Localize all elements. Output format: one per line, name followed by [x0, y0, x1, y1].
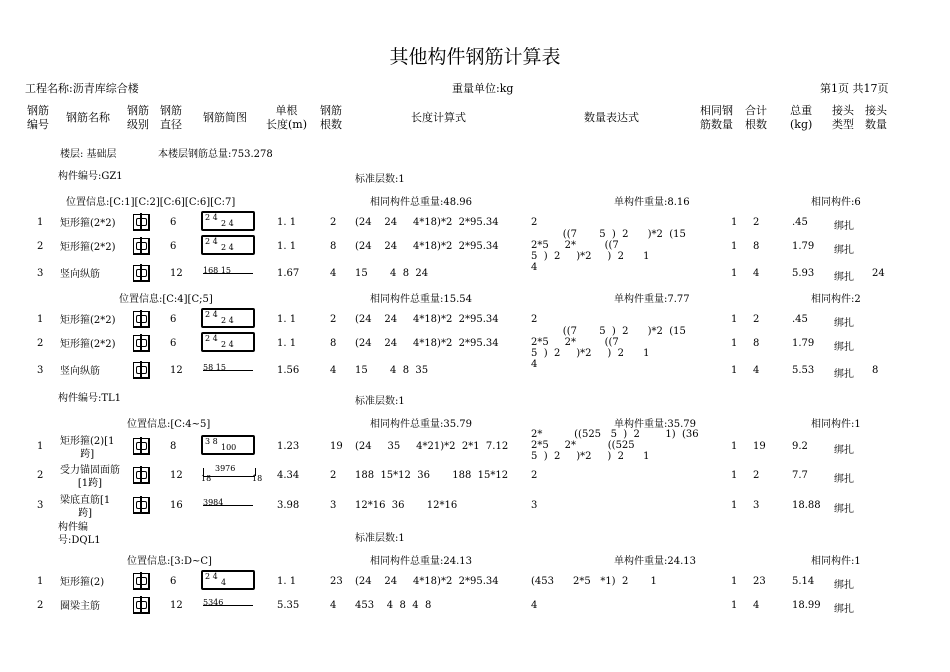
length-formula: (24 24 4*18)*2 2*95.34	[355, 338, 499, 349]
rebar-count: 2	[330, 217, 337, 228]
total-weight: .45	[792, 217, 808, 228]
length-formula: (24 35 4*21)*2 2*1 7.12	[355, 441, 509, 452]
position-info: 位置信息:[3:D~C]	[127, 556, 212, 567]
length-formula: (24 24 4*18)*2 2*95.34	[355, 314, 499, 325]
unit-length: 1. 1	[277, 338, 297, 349]
rebar-count: 2	[330, 470, 337, 481]
rebar-name: 矩形箍(2)	[60, 577, 105, 588]
quantity-expression: 2	[531, 314, 538, 325]
length-formula: 453 4 8 4 8	[355, 600, 432, 611]
project-name: 工程名称:沥青库综合楼	[25, 82, 139, 95]
position-info: 位置信息:[C:4~5]	[127, 419, 211, 430]
same-component-count: 相同构件:6	[811, 197, 861, 208]
stirrup-dim-a: 2 4	[205, 237, 218, 246]
rebar-grade-icon	[133, 214, 150, 231]
stirrup-sketch	[201, 435, 255, 455]
rebar-number: 3	[37, 268, 44, 279]
stirrup-dim-a: 2 4	[205, 213, 218, 222]
rebar-count: 4	[330, 268, 337, 279]
rebar-diameter: 6	[170, 217, 177, 228]
stirrup-dim-a: 2 4	[205, 334, 218, 343]
rebar-diameter: 12	[170, 470, 183, 481]
same-rebar-count: 1	[731, 470, 738, 481]
component-code: 构件编 号:DQL1	[58, 522, 101, 546]
rebar-count: 19	[330, 441, 343, 452]
standard-floor-count: 标准层数:1	[355, 533, 405, 544]
rebar-grade-icon	[133, 311, 150, 328]
rebar-diameter: 16	[170, 500, 183, 511]
standard-floor-count: 标准层数:1	[355, 396, 405, 407]
length-formula: (24 24 4*18)*2 2*95.34	[355, 576, 499, 587]
hook-length-right: 18	[252, 474, 263, 483]
joint-type: 绑扎	[834, 221, 854, 232]
header-rebar-name: 钢筋名称	[66, 111, 110, 124]
quantity-expression: 2	[531, 470, 538, 481]
header-rebar-count: 钢筋 根数	[320, 104, 342, 131]
rebar-number: 2	[37, 241, 44, 252]
rebar-number: 1	[37, 441, 44, 452]
unit-length: 1. 1	[277, 217, 297, 228]
rebar-count: 23	[330, 576, 343, 587]
quantity-expression: 2	[531, 217, 538, 228]
rebar-number: 1	[37, 314, 44, 325]
joint-type: 绑扎	[834, 474, 854, 485]
header-rebar-sketch: 钢筋简图	[203, 111, 247, 124]
joint-type: 绑扎	[834, 504, 854, 515]
stirrup-sketch	[201, 308, 255, 328]
stirrup-sketch	[201, 211, 255, 231]
total-count: 4	[753, 600, 760, 611]
stirrup-dim-b: 4	[221, 578, 227, 587]
unit-length: 1.23	[277, 441, 300, 452]
total-weight: 1.79	[792, 241, 815, 252]
same-rebar-count: 1	[731, 365, 738, 376]
quantity-expression: ((7 5 ) 2 )*2 (15 2*5 2* ((7 5 ) 2 )*2 ) 2 1 4	[531, 229, 686, 273]
rebar-diameter: 12	[170, 600, 183, 611]
total-weight: .45	[792, 314, 808, 325]
stirrup-dim-b: 2 4	[221, 340, 234, 349]
joint-type: 绑扎	[834, 245, 854, 256]
same-rebar-count: 1	[731, 338, 738, 349]
rebar-name: 竖向纵筋	[60, 269, 100, 280]
same-rebar-count: 1	[731, 500, 738, 511]
quantity-expression: 2* ((525 5 ) 2 1) (36 2*5 2* ((525 5 ) 2 )*2 ) 2 1	[531, 429, 699, 462]
rebar-number: 2	[37, 600, 44, 611]
joint-type: 绑扎	[834, 342, 854, 353]
floor-total-weight: 本楼层钢筋总量:753.278	[158, 149, 273, 160]
total-weight: 9.2	[792, 441, 808, 452]
rebar-count: 8	[330, 338, 337, 349]
length-formula: (24 24 4*18)*2 2*95.34	[355, 241, 499, 252]
rebar-count: 3	[330, 500, 337, 511]
rebar-grade-icon	[133, 238, 150, 255]
total-weight: 18.99	[792, 600, 821, 611]
same-component-total-weight: 相同构件总重量:35.79	[370, 419, 472, 430]
rebar-diameter: 6	[170, 576, 177, 587]
rebar-grade-icon	[133, 362, 150, 379]
header-total-count: 合计 根数	[745, 104, 767, 131]
rebar-diameter: 12	[170, 365, 183, 376]
stirrup-sketch	[201, 570, 255, 590]
rebar-number: 3	[37, 365, 44, 376]
stirrup-sketch	[201, 235, 255, 255]
rebar-number: 1	[37, 217, 44, 228]
bar-length-label: 5346	[203, 598, 224, 607]
component-code: 构件编号:GZ1	[58, 171, 123, 182]
rebar-number: 2	[37, 338, 44, 349]
unit-length: 5.35	[277, 600, 300, 611]
rebar-number: 1	[37, 576, 44, 587]
single-component-weight: 单构件重量:8.16	[614, 197, 690, 208]
unit-length: 1. 1	[277, 241, 297, 252]
header-same-count: 相同钢 筋数量	[700, 104, 733, 131]
joint-type: 绑扎	[834, 318, 854, 329]
same-component-total-weight: 相同构件总重量:15.54	[370, 294, 472, 305]
standard-floor-count: 标准层数:1	[355, 174, 405, 185]
bar-length-label: 3976	[215, 464, 236, 473]
total-count: 2	[753, 217, 760, 228]
quantity-expression: 4	[531, 600, 538, 611]
floor-label: 楼层: 基础层	[60, 149, 117, 160]
stirrup-dim-b: 2 4	[221, 316, 234, 325]
joint-type: 绑扎	[834, 604, 854, 615]
rebar-count: 4	[330, 600, 337, 611]
unit-length: 1.67	[277, 268, 300, 279]
length-formula: 15 4 8 24	[355, 268, 429, 279]
same-component-count: 相同构件:2	[811, 294, 861, 305]
rebar-name: 矩形箍(2*2)	[60, 218, 116, 229]
same-component-count: 相同构件:1	[811, 419, 861, 430]
stirrup-dim-b: 2 4	[221, 243, 234, 252]
joint-count: 24	[872, 268, 885, 279]
total-count: 2	[753, 314, 760, 325]
length-formula: (24 24 4*18)*2 2*95.34	[355, 217, 499, 228]
length-formula: 188 15*12 36 188 15*12	[355, 470, 509, 481]
quantity-expression: 3	[531, 500, 538, 511]
length-formula: 15 4 8 35	[355, 365, 429, 376]
rebar-name: 圈梁主筋	[60, 601, 100, 612]
stirrup-sketch	[201, 332, 255, 352]
total-count: 4	[753, 365, 760, 376]
rebar-name: 受力锚固面筋 [1跨]	[60, 465, 120, 489]
quantity-expression: (453 2*5 *1) 2 1	[531, 576, 657, 587]
rebar-grade-icon	[133, 467, 150, 484]
component-code: 构件编号:TL1	[58, 393, 122, 404]
rebar-count: 2	[330, 314, 337, 325]
joint-type: 绑扎	[834, 580, 854, 591]
stirrup-dim-a: 2 4	[205, 310, 218, 319]
header-rebar-grade: 钢筋 级别	[127, 104, 149, 131]
total-count: 23	[753, 576, 766, 587]
same-rebar-count: 1	[731, 268, 738, 279]
rebar-diameter: 12	[170, 268, 183, 279]
joint-count: 8	[872, 365, 879, 376]
same-rebar-count: 1	[731, 576, 738, 587]
same-rebar-count: 1	[731, 314, 738, 325]
hook-length-left: 18	[201, 474, 212, 483]
rebar-diameter: 6	[170, 241, 177, 252]
total-count: 3	[753, 500, 760, 511]
total-count: 4	[753, 268, 760, 279]
stirrup-dim-b: 2 4	[221, 219, 234, 228]
header-joint-type: 接头 类型	[832, 104, 854, 131]
header-quantity-expression: 数量表达式	[584, 111, 639, 124]
rebar-grade-icon	[133, 573, 150, 590]
position-info: 位置信息:[C:4][C;5]	[119, 294, 213, 305]
rebar-diameter: 6	[170, 338, 177, 349]
rebar-name: 矩形箍(2)[1 跨]	[60, 436, 115, 460]
total-weight: 5.93	[792, 268, 815, 279]
total-count: 2	[753, 470, 760, 481]
joint-type: 绑扎	[834, 369, 854, 380]
unit-length: 1.56	[277, 365, 300, 376]
single-component-weight: 单构件重量:24.13	[614, 556, 696, 567]
rebar-count: 8	[330, 241, 337, 252]
total-count: 19	[753, 441, 766, 452]
total-weight: 5.14	[792, 576, 815, 587]
rebar-grade-icon	[133, 497, 150, 514]
stirrup-dim-b: 100	[221, 443, 237, 452]
rebar-diameter: 8	[170, 441, 177, 452]
rebar-name: 矩形箍(2*2)	[60, 315, 116, 326]
header-unit-length: 单根 长度(m)	[266, 104, 308, 131]
header-rebar-diameter: 钢筋 直径	[160, 104, 182, 131]
bar-length-label: 58 15	[203, 363, 226, 372]
unit-length: 1. 1	[277, 314, 297, 325]
same-component-total-weight: 相同构件总重量:24.13	[370, 556, 472, 567]
stirrup-dim-a: 2 4	[205, 572, 218, 581]
page-info: 第1页 共17页	[820, 82, 889, 95]
rebar-name: 矩形箍(2*2)	[60, 242, 116, 253]
total-weight: 7.7	[792, 470, 808, 481]
rebar-number: 2	[37, 470, 44, 481]
header-rebar-no: 钢筋 编号	[27, 104, 49, 131]
rebar-name: 梁底直筋[1 跨]	[60, 495, 111, 519]
page-title: 其他构件钢筋计算表	[389, 46, 561, 68]
weight-unit: 重量单位:kg	[452, 82, 514, 95]
total-weight: 5.53	[792, 365, 815, 376]
header-joint-count: 接头 数量	[865, 104, 887, 131]
same-component-count: 相同构件:1	[811, 556, 861, 567]
rebar-name: 竖向纵筋	[60, 366, 100, 377]
quantity-expression: ((7 5 ) 2 )*2 (15 2*5 2* ((7 5 ) 2 )*2 ) 2 1 4	[531, 326, 686, 370]
rebar-number: 3	[37, 500, 44, 511]
total-weight: 1.79	[792, 338, 815, 349]
total-count: 8	[753, 241, 760, 252]
bar-length-label: 168 15	[203, 266, 231, 275]
bar-length-label: 3984	[203, 498, 224, 507]
rebar-diameter: 6	[170, 314, 177, 325]
single-component-weight: 单构件重量:35.79	[614, 419, 696, 430]
rebar-count: 4	[330, 365, 337, 376]
same-component-total-weight: 相同构件总重量:48.96	[370, 197, 472, 208]
stirrup-dim-a: 3 8	[205, 437, 218, 446]
rebar-grade-icon	[133, 597, 150, 614]
header-total-weight: 总重 (kg)	[790, 104, 813, 131]
header-length-formula: 长度计算式	[411, 111, 466, 124]
rebar-grade-icon	[133, 265, 150, 282]
same-rebar-count: 1	[731, 217, 738, 228]
unit-length: 1. 1	[277, 576, 297, 587]
rebar-grade-icon	[133, 335, 150, 352]
unit-length: 3.98	[277, 500, 300, 511]
unit-length: 4.34	[277, 470, 300, 481]
joint-type: 绑扎	[834, 445, 854, 456]
total-weight: 18.88	[792, 500, 821, 511]
total-count: 8	[753, 338, 760, 349]
rebar-name: 矩形箍(2*2)	[60, 339, 116, 350]
same-rebar-count: 1	[731, 241, 738, 252]
position-info: 位置信息:[C:1][C:2][C:6][C:6][C:7]	[66, 197, 236, 208]
rebar-grade-icon	[133, 438, 150, 455]
length-formula: 12*16 36 12*16	[355, 500, 458, 511]
single-component-weight: 单构件重量:7.77	[614, 294, 690, 305]
same-rebar-count: 1	[731, 441, 738, 452]
joint-type: 绑扎	[834, 272, 854, 283]
same-rebar-count: 1	[731, 600, 738, 611]
